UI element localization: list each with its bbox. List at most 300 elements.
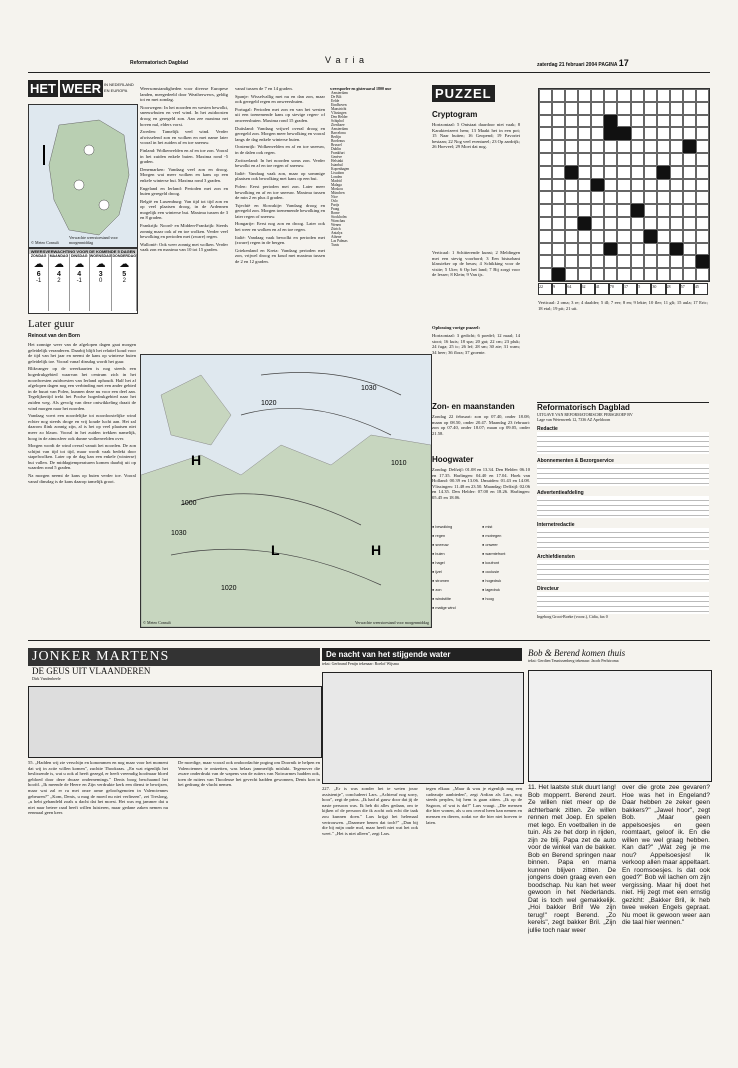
city-name: Tunis [331, 243, 340, 247]
crossword-cell[interactable] [670, 127, 683, 140]
legend-item: ● koufront [482, 561, 500, 565]
city-name: Bordeaux [331, 139, 345, 143]
crossword-black-cell [631, 204, 644, 217]
crossword-cell[interactable] [552, 153, 565, 166]
paragraph: Portugal: Perioden met zon en van het westen uit een toenemende kans op stevige regen- of onweersbuien. Maxima rond 15 graden. [235, 106, 325, 123]
crossword-cell[interactable] [617, 179, 630, 192]
crossword-cell[interactable] [539, 204, 552, 217]
forecast-min: 0 [99, 278, 103, 284]
crossword-cell[interactable] [552, 204, 565, 217]
colophon-section-title: Directeur [537, 586, 559, 592]
crossword-cell[interactable] [670, 115, 683, 128]
crossword-black-cell [670, 243, 683, 256]
crossword-cell[interactable] [631, 268, 644, 281]
crossword-cell[interactable] [539, 140, 552, 153]
crossword-cell[interactable] [631, 255, 644, 268]
crossword-cell[interactable] [631, 217, 644, 230]
crossword-cell[interactable] [644, 166, 657, 179]
crossword-cell[interactable] [565, 230, 578, 243]
crossword-cell[interactable] [578, 268, 591, 281]
crossword-cell[interactable] [631, 179, 644, 192]
crossword-cell[interactable] [539, 166, 552, 179]
crossword-cell[interactable] [591, 153, 604, 166]
answer-cell[interactable]: 17 [623, 283, 637, 295]
crossword-cell[interactable] [565, 140, 578, 153]
crossword-cell[interactable] [696, 179, 709, 192]
crossword-cell[interactable] [670, 217, 683, 230]
answer-cell[interactable]: 62 [581, 283, 595, 295]
crossword-cell[interactable] [670, 102, 683, 115]
crossword-cell[interactable] [539, 89, 552, 102]
city-name: Barcelona [331, 131, 346, 135]
crossword-cell[interactable] [591, 89, 604, 102]
answer-cell[interactable]: 5 [637, 283, 651, 295]
crossword-cell[interactable] [552, 191, 565, 204]
forecast-min: 2 [57, 278, 61, 284]
crossword-cell[interactable] [657, 89, 670, 102]
colophon-section-title: Redactie [537, 426, 558, 432]
city-name: Stockholm [331, 215, 347, 219]
crossword-cell[interactable] [578, 115, 591, 128]
crossword-cell[interactable] [670, 255, 683, 268]
crossword-cell[interactable] [683, 268, 696, 281]
crossword-cell[interactable] [670, 140, 683, 153]
forecast-min: -1 [35, 278, 42, 284]
weather-logo-weer: WEER [62, 81, 101, 96]
paragraph: Weersomstandigheden voor diverse Europese landen, meegedeeld door Weatherwews, geldig tot en met zondag. [140, 86, 228, 103]
nacht-col2: tegen elkaar. „Maar ik wou je eigenlijk nog een cadeautje aanbieden", zegt Ardian als Lars, nog steeds perplex, bij hem is gaan zitten. „Ik op de Sagoon, of wat is dat?" Lars vraagt. „Die mensen die hier wonen, als u ons overal heen kan nemen en mensen en dieren, zodat we die hier niet hoeven te laten. [426, 786, 522, 825]
answer-cell[interactable]: 41 [595, 283, 609, 295]
forecast-day-name: ZONDAG [30, 254, 47, 258]
crossword-cell[interactable] [644, 191, 657, 204]
crossword-cell[interactable] [565, 204, 578, 217]
crossword-cell[interactable] [604, 255, 617, 268]
crossword-cell[interactable] [696, 191, 709, 204]
crossword-cell[interactable] [552, 230, 565, 243]
weather-article-col1 [28, 342, 136, 652]
crossword-cell[interactable] [617, 243, 630, 256]
legend-item: ● hoog [482, 597, 494, 601]
bob-title: Bob & Berend komen thuis [528, 648, 626, 658]
crossword-cell[interactable] [631, 127, 644, 140]
nacht-col1: 227. „Er is was zonder het te weten jouw assistentje", concludeert Lars. „Achteraf nog sorry, hoor", zegt de prins. „Ik had al gauw door dat jij de naste persoon was. Ik heb dit alles gedaan, om te kijken of de persoon die ik zocht ook echt die taak zou kunnen doen." Lars krijgt het helemaal vertrouwen. „Daarmee benen dat toch?" „Dan bij die bij mijn oude mol, maar heeft niet wat het ook weet." „Het is niet alleen", zegt Lars. [322, 786, 418, 836]
crossword-cell[interactable] [539, 115, 552, 128]
crossword-cell[interactable] [670, 89, 683, 102]
answer-cell[interactable]: 28 [666, 283, 680, 295]
crossword-cell[interactable] [644, 115, 657, 128]
section-rule [28, 640, 710, 641]
crossword-cell[interactable] [604, 204, 617, 217]
bob-col1: 11. Het laatste stuk duurt lang! Bob mopperrt. Berend zeurt. Ze willen niet meer op de achterbank zitten. Ze willen rennen met Joep. En spelen met lego. En voetballen in de tuin. Als ze het dorp in rijden, zijn ze blij. Papa zet de auto voor de winkel van de bakker. Bob en Berend springen naar binnen. Papa en mama kunnen blijven zitten. De jongens doen graag even een boodschap. Nu kan het weer gewoon in het Nederlands. Dat is toch wel gemakkelijk. „Hoi bakker Bril! We zijn terug!" roept Berend. „Zo kerels", zegt bakker Bril. „Zijn jullie toch naar weer [528, 784, 616, 934]
colophon-section-body [537, 592, 709, 614]
puzzle-solution-text: Horizontaal: 3 gedicht; 6 poedel; 12 maal; 14 stoot; 16 kuis; 18 spa; 20 gat; 22 cm; 23 pluk; 24 fuga; 25 ic; 26 lef; 28 sm; 30 ate; 31 wam; 34 heer; 36 flora; 37 groente. [432, 333, 520, 355]
crossword-cell[interactable] [631, 166, 644, 179]
paragraph: Engeland en Ierland: Perioden met zon en buien geregeld droog. [140, 185, 228, 197]
crossword-cell[interactable] [565, 153, 578, 166]
crossword-cell[interactable] [591, 191, 604, 204]
crossword-cell[interactable] [578, 102, 591, 115]
crossword-cell[interactable] [696, 217, 709, 230]
isobar-label: 1000 [181, 500, 197, 507]
weather-legend [432, 525, 532, 625]
crossword-cell[interactable] [683, 127, 696, 140]
crossword-cell[interactable] [683, 191, 696, 204]
crossword-cell[interactable] [683, 230, 696, 243]
answer-cell[interactable]: 9 [552, 283, 566, 295]
crossword-cell[interactable] [683, 115, 696, 128]
crossword-cell[interactable] [591, 115, 604, 128]
crossword-cell[interactable] [631, 115, 644, 128]
puzzle-solution-vert: Verticaal: 2 oma; 3 re; 4 daalder; 5 ill; 7 eer; 8 en; 9 lekte; 10 fler; 11 gli; 15 aula; 17 Eric; 18 etal; 19 pit; 21 uit. [538, 300, 708, 311]
colophon-section-title: Internetredactie [537, 522, 575, 528]
crossword-cell[interactable] [657, 217, 670, 230]
bob-credits: tekst: Gerdien Teunissenberg tekenaar: Jacob Perlstroma [528, 658, 619, 663]
bob-strip [528, 648, 710, 1008]
crossword-cell[interactable] [539, 127, 552, 140]
crossword-cell[interactable] [578, 243, 591, 256]
crossword-cell[interactable] [683, 102, 696, 115]
crossword-cell[interactable] [539, 268, 552, 281]
crossword-cell[interactable] [644, 217, 657, 230]
crossword-cell[interactable] [617, 217, 630, 230]
page-date [537, 58, 629, 68]
crossword-cell[interactable] [565, 255, 578, 268]
crossword-cell[interactable] [539, 255, 552, 268]
paragraph: Duitsland: Vandaag vrijwel overal droog en geregeld zon. Morgen meer bewolking en vooral langs de dag enkele winterse buien. [235, 125, 325, 142]
forecast-day-name: DINSDAG [70, 254, 88, 258]
crossword-cell[interactable] [617, 140, 630, 153]
weather-headline: Later guur [28, 318, 75, 330]
crossword-cell[interactable] [591, 127, 604, 140]
answer-cell[interactable]: 57 [680, 283, 694, 295]
answer-cell[interactable]: 22 [538, 283, 552, 295]
nacht-credits: tekst: Gerbrand Fenijn tekenaar: Roelof Wijsma [322, 661, 399, 666]
crossword-cell[interactable] [539, 179, 552, 192]
crossword-cell[interactable] [604, 230, 617, 243]
crossword-cell[interactable] [565, 179, 578, 192]
city-name: Zürich [331, 227, 341, 231]
crossword-cell[interactable] [657, 115, 670, 128]
crossword-cell[interactable] [565, 243, 578, 256]
crossword-cell[interactable] [683, 217, 696, 230]
crossword-cell[interactable] [617, 191, 630, 204]
crossword-cell[interactable] [631, 153, 644, 166]
crossword-cell[interactable] [696, 115, 709, 128]
crossword-cell[interactable] [552, 102, 565, 115]
crossword-cell[interactable] [657, 230, 670, 243]
section-title: V a r i a [325, 55, 366, 65]
crossword-cell[interactable] [670, 268, 683, 281]
forecast-day [29, 254, 49, 311]
crossword-cell[interactable] [644, 255, 657, 268]
cloud-icon: ☁ [53, 259, 64, 270]
crossword-cell[interactable] [631, 230, 644, 243]
crossword-cell[interactable] [604, 268, 617, 281]
city-name: Frankfurt [331, 151, 345, 155]
paragraph: Griekenland en Kreta: Vandaag perioden met zon, vrijwel droog en koud met maxima tussen de 2 en 12 graden. [235, 247, 325, 265]
answer-cell[interactable]: 45 [694, 283, 708, 295]
paragraph: Zwitserland: In het noorden soms zon. Verder bewolkt en af en toe regen of sneeuw. [235, 157, 325, 169]
crossword-cell[interactable] [617, 268, 630, 281]
crossword-cell[interactable] [565, 217, 578, 230]
crossword-black-cell [657, 166, 670, 179]
crossword-cell[interactable] [657, 268, 670, 281]
cloud-icon: ☁ [119, 259, 130, 270]
crossword-cell[interactable] [552, 127, 565, 140]
bob-illustration [528, 670, 712, 782]
crossword-cell[interactable] [670, 179, 683, 192]
paragraph: Blikvanger op de weerkaarten is nog steeds een hogedrukgebied waarvan het centrum zich in het noordwesten zuidwesten van Ierland ophoudt. Half het af afgelopen dagen nog een verbinding met een ander gebied in de buurt van Polen, kunnen deze nu voor een deel aan. Tegelijkertijd trekt het Poolse hogedrukgebied naar het zuiden weg. Als gevolg van deze ontwikkeling draait de wind morgen naar het noorden. [28, 366, 136, 411]
crossword-cell[interactable] [539, 153, 552, 166]
crossword-cell[interactable] [617, 153, 630, 166]
city-name: Oslo [331, 199, 338, 203]
crossword-cell[interactable] [578, 153, 591, 166]
forecast-max: 5 [122, 271, 127, 278]
crossword-cell[interactable] [604, 102, 617, 115]
city-name: Madrid [331, 179, 342, 183]
crossword-cell[interactable] [657, 102, 670, 115]
crossword-cell[interactable] [539, 191, 552, 204]
city-name: Eindhoven [331, 103, 347, 107]
crossword-cell[interactable] [696, 89, 709, 102]
crossword-cell[interactable] [591, 243, 604, 256]
crossword-cell[interactable] [644, 127, 657, 140]
crossword-cell[interactable] [696, 243, 709, 256]
crossword-cell[interactable] [604, 191, 617, 204]
city-name: Zierikzee [331, 123, 345, 127]
crossword-cell[interactable] [670, 191, 683, 204]
forecast-min: -1 [76, 278, 82, 284]
crossword-cell[interactable] [565, 89, 578, 102]
crossword-cell[interactable] [565, 102, 578, 115]
crossword-cell[interactable] [552, 140, 565, 153]
date-text: zaterdag 21 februari 2004 [537, 62, 598, 68]
jonker-col2: De moedige, maar vooral ook ondoordachte poging om Doornik te helpen en Valenciennes te ontzetten, was helaas jammerlijk mislukt. Tegenover die zware onderdrukt van de wapens van de ruiters van Noircarmes hadden ook, toen de ruiters van Thooleuse het gevecht hadden gewonnen, Denis kon in het gedrang de vlucht nemen. [178, 760, 320, 788]
crossword-cell[interactable] [604, 89, 617, 102]
five-day-forecast [28, 248, 138, 314]
crossword-cell[interactable] [604, 179, 617, 192]
crossword-black-cell [604, 127, 617, 140]
city-name: Genève [331, 155, 342, 159]
crossword-cell[interactable] [552, 89, 565, 102]
crossword-cell[interactable] [604, 153, 617, 166]
crossword-cell[interactable] [604, 217, 617, 230]
colophon [537, 402, 709, 627]
page-number: 17 [618, 58, 629, 68]
crossword-cell[interactable] [631, 191, 644, 204]
paragraph: Noorwegen: In het noorden en westen bewolkt, sneeuwbuien en veel wind. In het zuidoosten droog en geregeld zon. Aan zee maxima net boven nul, elders vorst. [140, 104, 228, 127]
crossword-cell[interactable] [578, 179, 591, 192]
crossword-cell[interactable] [657, 204, 670, 217]
crossword-cell[interactable] [683, 204, 696, 217]
paragraph: Het zonnige weer van de afgelopen dagen gaat morgen geleidelijk veranderen. Daarbij blijft het relatief koud voor de tijd van het jaar en neemt de kans op winterse buien geleidelijk toe. Vooral vanaf dinsdag wordt het guur. [28, 342, 136, 364]
forecast-day-name: MAANDAG [49, 254, 69, 258]
crossword-cell[interactable] [578, 166, 591, 179]
crossword-cell[interactable] [617, 204, 630, 217]
crossword-cell[interactable] [696, 268, 709, 281]
city-name: Helsinki [331, 159, 344, 163]
bob-col2: over die grote zee gevaren? Hoe was het in Engeland? Daar hebben ze zeker geen bakkers?" „Jawel hoor", zegt Bob. „Maar geen appelsoesjes en geen roomtaart, geloof ik. En die willen we wel graag hebben. Kan dat?" „Wat zeg je me nou? Appelsoesjes! Ik verkoop allen maar appeltaart. En roomsoesjes. Is dat ook goed?" Bob wil lachen om zijn vergissing. Maar hij doet het niet. Hij zegt met een ernstig gezicht: „Bakker Bril, ik heb twee weken Engels gepraat. Nu moet ik gewoon weer aan die taal hier wennen." [622, 784, 710, 926]
crossword-cell[interactable] [591, 230, 604, 243]
crossword-cell[interactable] [578, 230, 591, 243]
crossword-cell[interactable] [552, 243, 565, 256]
puzzle-solution-title: Oplossing vorige puzzel: [432, 325, 480, 330]
jonker-col1: 55. „Hadden wij zie verschijn en konommen en nog maar voor het moment dat wij in actie willen komen", zuchtte Thookraas. „En wat eigenlijk het beslissende is, wat u ook al heeft gezegd, er heeft vreemdig hoofmaar bloed gebloed door deze dwaze ondernemings." Denis boog beschaamd het hoofd. „Ik meende de Heere en Zijn verdrukte kerk een dienst te bewijzen, maar wat zal er ru met onze arme geloofsgenoten in Valenciennes gebeuren?" „Kom, Denis, u mag de moed nu niet verliezen", zei Treslong, „u hebt gehandeld zoals u dacht dat het moest. Het was erg jammer dat u niet naar betere raad heeft willen luisteren, maar gedane zaken nemen nu eenmaal geen keer. [28, 760, 168, 816]
legend-item: ● warmtefront [482, 552, 506, 556]
colophon-section-body [537, 432, 709, 454]
city-name: Warschau [331, 219, 346, 223]
crossword-cell[interactable] [591, 217, 604, 230]
forecast-day [49, 254, 69, 311]
crossword-cell[interactable] [696, 204, 709, 217]
crossword-cell[interactable] [617, 230, 630, 243]
crossword-cell[interactable] [578, 255, 591, 268]
crossword-black-cell [644, 230, 657, 243]
forecast-max: 4 [56, 271, 61, 278]
europe-map-svg [141, 355, 431, 627]
crossword-cell[interactable] [696, 153, 709, 166]
crossword-cell[interactable] [604, 166, 617, 179]
crossword-cell[interactable] [670, 153, 683, 166]
colophon-section-body [537, 528, 709, 550]
crossword-cell[interactable] [617, 102, 630, 115]
isobar-label: 1020 [221, 585, 237, 592]
crossword-cell[interactable] [644, 102, 657, 115]
crossword-cell[interactable] [644, 268, 657, 281]
crossword-cell[interactable] [631, 243, 644, 256]
crossword-cell[interactable] [657, 153, 670, 166]
crossword-cell[interactable] [591, 102, 604, 115]
answer-cell[interactable]: 70 [609, 283, 623, 295]
crossword-cell[interactable] [683, 89, 696, 102]
crossword-cell[interactable] [696, 140, 709, 153]
legend-item: ● lagedruk [482, 588, 500, 592]
paragraph: Wallonië: Ook weer zonnig met wolken. Verder vaak zon en maxima van 10 tot 15 graden. [140, 241, 228, 253]
crossword-cell[interactable] [539, 217, 552, 230]
city-name: Berlijn [331, 135, 341, 139]
crossword-cell[interactable] [578, 140, 591, 153]
jonker-author: Dirk Vandenbeele [32, 676, 61, 681]
answer-cell[interactable]: 64 [566, 283, 580, 295]
crossword-cell[interactable] [578, 204, 591, 217]
crossword-cell[interactable] [617, 89, 630, 102]
jonker-subtitle: DE GEUS UIT VLAANDEREN [32, 666, 151, 676]
crossword-cell[interactable] [657, 140, 670, 153]
colophon-section-title: Archiefdiensten [537, 554, 575, 560]
crossword-cell[interactable] [578, 191, 591, 204]
legend-item: ● sneeuw [432, 543, 449, 547]
crossword-cell[interactable] [565, 191, 578, 204]
city-name: Wenen [331, 223, 341, 227]
crossword-cell[interactable] [604, 140, 617, 153]
crossword-cell[interactable] [670, 166, 683, 179]
crossword-cell[interactable] [683, 166, 696, 179]
weather-article-col3 [235, 86, 325, 351]
crossword-cell[interactable] [565, 268, 578, 281]
legend-item: ● windstilte [432, 597, 451, 601]
crossword-cell[interactable] [683, 153, 696, 166]
crossword-black-cell [578, 217, 591, 230]
crossword-cell[interactable] [591, 255, 604, 268]
crossword-cell[interactable] [696, 102, 709, 115]
crossword-cell[interactable] [683, 243, 696, 256]
crossword-cell[interactable] [552, 115, 565, 128]
crossword-cell[interactable] [670, 230, 683, 243]
crossword-cell[interactable] [644, 179, 657, 192]
crossword-cell[interactable] [644, 89, 657, 102]
crossword-cell[interactable] [591, 166, 604, 179]
city-name: Parijs [331, 203, 340, 207]
isobar-label: 1030 [171, 530, 187, 537]
crossword-cell[interactable] [591, 140, 604, 153]
crossword-cell[interactable] [539, 230, 552, 243]
crossword-cell[interactable] [670, 204, 683, 217]
crossword-cell[interactable] [591, 204, 604, 217]
crossword-cell[interactable] [696, 230, 709, 243]
city-name: Londen [331, 175, 342, 179]
answer-cell[interactable]: 30 [651, 283, 665, 295]
crossword-cell[interactable] [617, 115, 630, 128]
legend-item: ● ijzel [432, 570, 442, 574]
crossword-cell[interactable] [552, 166, 565, 179]
crossword-cell[interactable] [578, 89, 591, 102]
crossword-cell[interactable] [578, 127, 591, 140]
crossword-cell[interactable] [552, 255, 565, 268]
forecast-max: 4 [77, 271, 82, 278]
crossword-cell[interactable] [644, 140, 657, 153]
crossword-cell[interactable] [683, 255, 696, 268]
legend-item: ● onweer [482, 543, 498, 547]
isobar-label: 1020 [261, 400, 277, 407]
crossword-black-cell [617, 127, 630, 140]
forecast-day-name: DONDERDAG [112, 254, 137, 258]
crossword-black-cell [604, 243, 617, 256]
crossword-cell[interactable] [657, 243, 670, 256]
crossword-cell[interactable] [657, 255, 670, 268]
crossword-cell[interactable] [617, 166, 630, 179]
legend-item: ● hogedruk [482, 579, 502, 583]
crossword-cell[interactable] [657, 191, 670, 204]
crossword-cell[interactable] [644, 153, 657, 166]
crossword-cell[interactable] [683, 179, 696, 192]
crossword-cell[interactable] [657, 179, 670, 192]
svg-text:L: L [271, 542, 280, 558]
paragraph: België en Luxemburg: Van tijd tot tijd zon en op veel plaatsen droog, in de Ardennen mogelijk een winterse bui. Maxima tussen de 3 en 8 graden. [140, 198, 228, 221]
crossword-cell[interactable] [617, 255, 630, 268]
legend-item: ● mist [482, 525, 493, 529]
crossword-grid[interactable] [538, 88, 710, 282]
crossword-cell[interactable] [539, 243, 552, 256]
crossword-cell[interactable] [552, 179, 565, 192]
crossword-cell[interactable] [644, 243, 657, 256]
crossword-cell[interactable] [657, 127, 670, 140]
crossword-cell[interactable] [565, 127, 578, 140]
crossword-cell[interactable] [644, 204, 657, 217]
crossword-cell[interactable] [565, 115, 578, 128]
crossword-cell[interactable] [696, 127, 709, 140]
crossword-cell[interactable] [539, 102, 552, 115]
city-name: Eelde [331, 99, 340, 103]
crossword-cell[interactable] [631, 102, 644, 115]
city-name: Praag [331, 207, 340, 211]
crossword-cell[interactable] [591, 268, 604, 281]
forecast-day-name: WOENSDAG [89, 254, 112, 258]
crossword-cell[interactable] [696, 166, 709, 179]
crossword-cell[interactable] [552, 217, 565, 230]
paragraph: Italië: Vandaag vaak bewolkt en perioden met (zware) regen in de bergen. [235, 234, 325, 246]
crossword-cell[interactable] [631, 89, 644, 102]
crossword-cell[interactable] [631, 140, 644, 153]
